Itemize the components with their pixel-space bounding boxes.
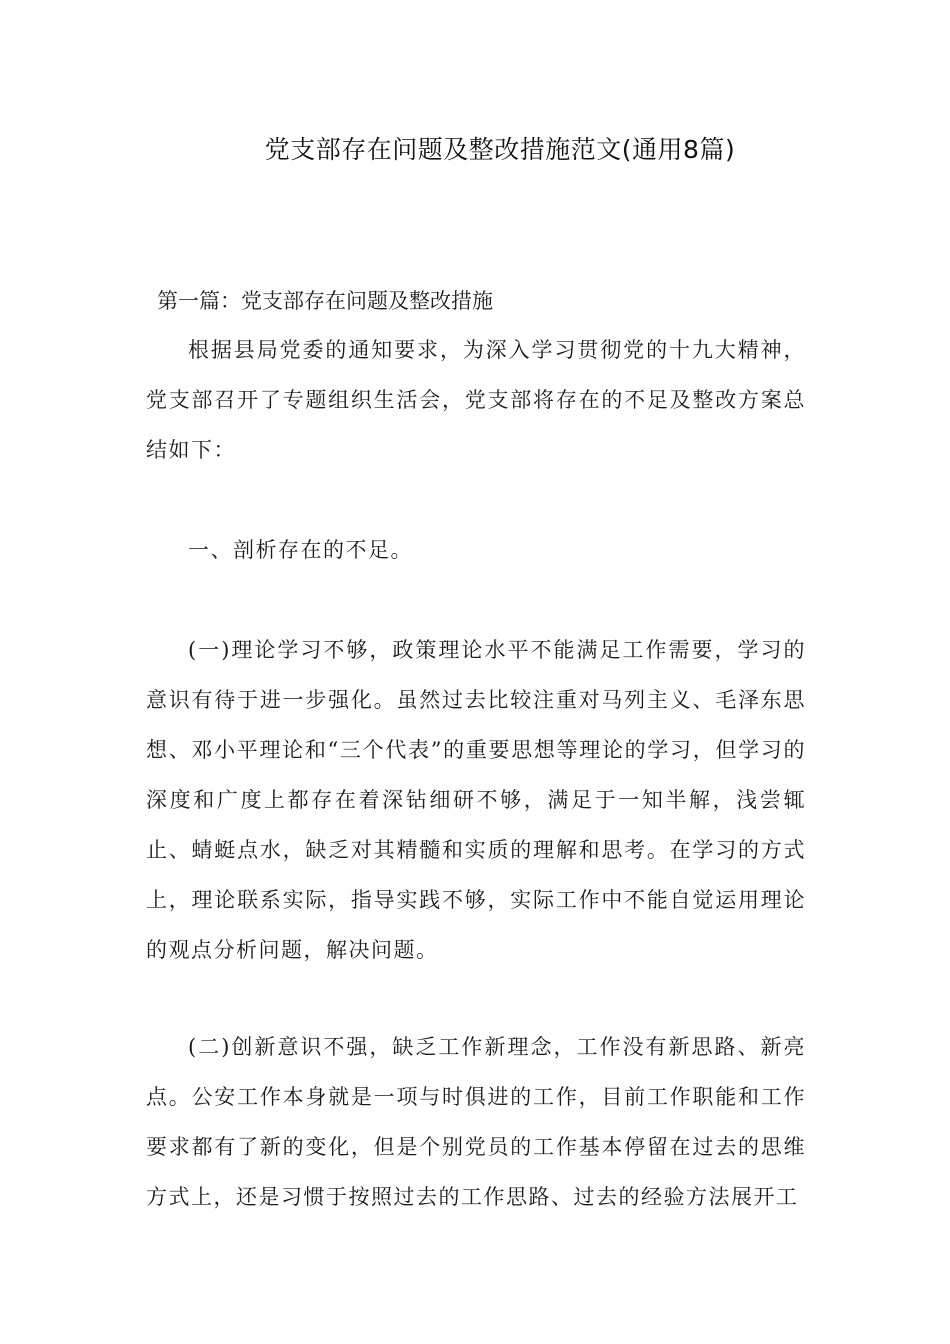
paragraph-heading-analysis: 一、剖析存在的不足。 bbox=[188, 538, 413, 562]
paragraph-item-2: (二)创新意识不强，缺乏工作新理念，工作没有新思路、新亮点。公安工作本身就是一项与时俱进的工作，目前工作职能和工作要求都有了新的变化，但是个别党员的工作基本停留在过去的思维方式上，还是习惯于按照过去的工作思路、过去的经验方法展开工 bbox=[146, 1035, 806, 1209]
paragraph-intro: 根据县局党委的通知要求，为深入学习贯彻党的十九大精神，党支部召开了专题组织生活会，党支部将存在的不足及整改方案总结如下： bbox=[146, 338, 806, 462]
document-title: 党支部存在问题及整改措施范文(通用8篇) bbox=[264, 135, 736, 164]
section-heading: 第一篇：党支部存在问题及整改措施 bbox=[157, 289, 493, 313]
paragraph-item-1: (一)理论学习不够，政策理论水平不能满足工作需要，学习的意识有待于进一步强化。虽然过去比较注重对马列主义、毛泽东思想、邓小平理论和“三个代表”的重要思想等理论的学习，但学习的深度和广度上都存在着深钻细研不够，满足于一知半解，浅尝辄止、蜻蜓点水，缺乏对其精髓和实质的理解和思考。在学习的方式上，理论联系实际，指导实践不够，实际工作中不能自觉运用理论的观点分析问题，解决问题。 bbox=[146, 638, 806, 962]
